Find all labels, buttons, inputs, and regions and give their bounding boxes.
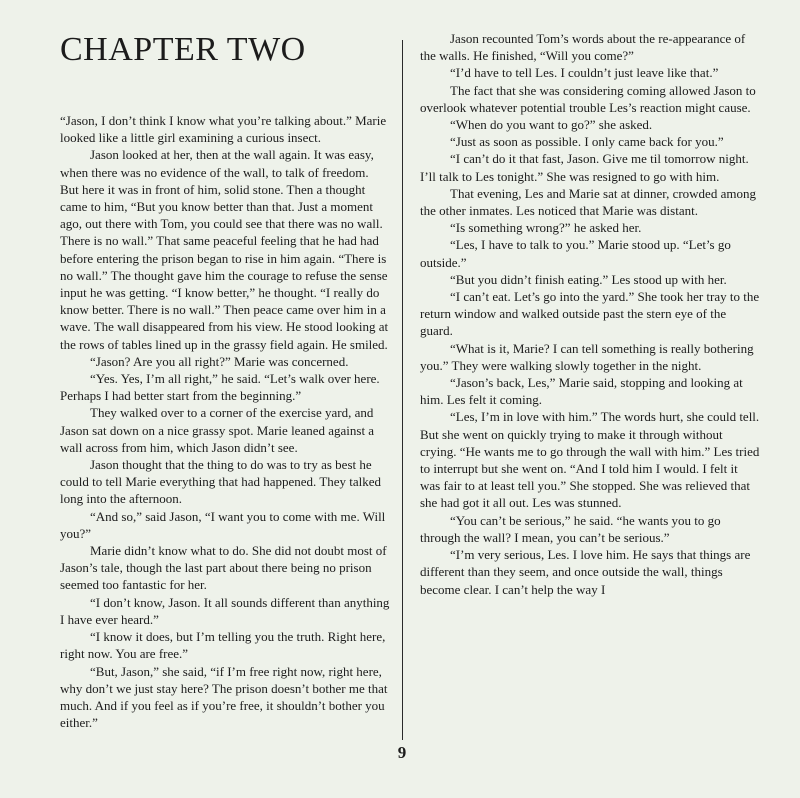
paragraph: “I’d have to tell Les. I couldn’t just leave like that.” xyxy=(450,65,719,81)
paragraph: “Just as soon as possible. I only came back for you.” xyxy=(450,134,724,150)
paragraph: “What is it, Marie? I can tell something is really bothering you.” They were walking slowly together in the night. xyxy=(420,340,754,373)
paragraph: Marie didn’t know what to do. She did not doubt most of Jason’s tale, though the last part about there being no prison seemed too fantastic for her. xyxy=(60,543,387,593)
paragraph: “Jason’s back, Les,” Marie said, stopping and looking at him. Les felt it coming. xyxy=(420,375,743,408)
paragraph: “Jason? Are you all right?” Marie was concerned. xyxy=(90,353,349,369)
paragraph: “Les, I’m in love with him.” The words hurt, she could tell. But she went on quickly trying to make it through without crying. “He wants me to go through the wall with him.” Les tried to interrupt but she went on. “And I told him I would. I felt it was fair to at least tell you.” She stopped. She was relieved that she had got it all out. Les was stunned. xyxy=(420,409,760,511)
paragraph: “You can’t be serious,” he said. “he wants you to go through the wall? I mean, you can’t be serious.” xyxy=(420,512,721,545)
paragraph: “When do you want to go?” she asked. xyxy=(450,117,653,133)
paragraph: They walked over to a corner of the exercise yard, and Jason sat down on a nice grassy spot. Marie leaned against a wall across from him, which Jason didn’t see. xyxy=(60,405,375,455)
page-number: 9 xyxy=(397,743,407,762)
column-divider xyxy=(402,40,403,740)
paragraph: “Is something wrong?” he asked her. xyxy=(450,220,642,236)
paragraph: “Les, I have to talk to you.” Marie stood up. “Let’s go outside.” xyxy=(420,237,731,270)
paragraph: The fact that she was considering coming allowed Jason to overlook whatever potential trouble Les’s reaction might cause. xyxy=(420,82,756,115)
chapter-title: CHAPTER TWO xyxy=(60,31,306,68)
paragraph: That evening, Les and Marie sat at dinner, crowded among the other inmates. Les noticed that Marie was distant. xyxy=(420,185,756,219)
left-column xyxy=(60,30,390,731)
paragraph: Jason looked at her, then at the wall again. It was easy, when there was no evidence of the wall, to talk of freedom. But here it was in front of him, solid stone. Then a thought came to him, “But you know better than that. Just a moment ago, out there with Tom, you could see that there was no wall. There is no wall.” That same peaceful feeling that he had had before entering the prison began to rise in him again. “There is no wall.” The thought gave him the courage to refuse the sense input he was getting. “I know better,” he thought. “I really do know better. There is no wall.” Then peace came over him in a wave. The wall disappeared from his view. He stood looking at the rows of tables lined up in the grassy field again. He smiled. xyxy=(60,147,389,352)
right-column xyxy=(420,30,760,598)
paragraph: “I don’t know, Jason. It all sounds different than anything I have ever heard.” xyxy=(60,594,390,627)
paragraph: “Yes. Yes, I’m all right,” he said. “Let’s walk over here. Perhaps I had better start from the beginning.” xyxy=(60,371,380,404)
paragraph: “I can’t do it that fast, Jason. Give me til tomorrow night. I’ll talk to Les tonight.” She was resigned to go with him. xyxy=(420,151,749,184)
paragraph: “Jason, I don’t think I know what you’re talking about.” Marie looked like a little girl examining a curious insect. xyxy=(60,113,387,146)
paragraph: “I’m very serious, Les. I love him. He says that things are different than they seem, and once outside the wall, things become clear. I can’t help the way I xyxy=(420,547,751,597)
paragraph: “But, Jason,” she said, “if I’m free right now, right here, why don’t we just stay here? The prison doesn’t bother me that much. And if you feel as if you’re free, it shouldn’t bother you either.” xyxy=(60,663,388,731)
paragraph: “And so,” said Jason, “I want you to come with me. Will you?” xyxy=(60,508,386,541)
paragraph: “But you didn’t finish eating.” Les stood up with her. xyxy=(450,271,727,287)
paragraph: “I can’t eat. Let’s go into the yard.” She took her tray to the return window and walked outside past the stern eye of the guard. xyxy=(420,289,760,339)
paragraph: Jason thought that the thing to do was to try as best he could to tell Marie everything that had happened. They talked long into the afternoon. xyxy=(60,457,382,507)
paragraph: Jason recounted Tom’s words about the re-appearance of the walls. He finished, “Will you come?” xyxy=(420,31,746,64)
paragraph: “I know it does, but I’m telling you the truth. Right here, right now. You are free.” xyxy=(60,629,386,662)
